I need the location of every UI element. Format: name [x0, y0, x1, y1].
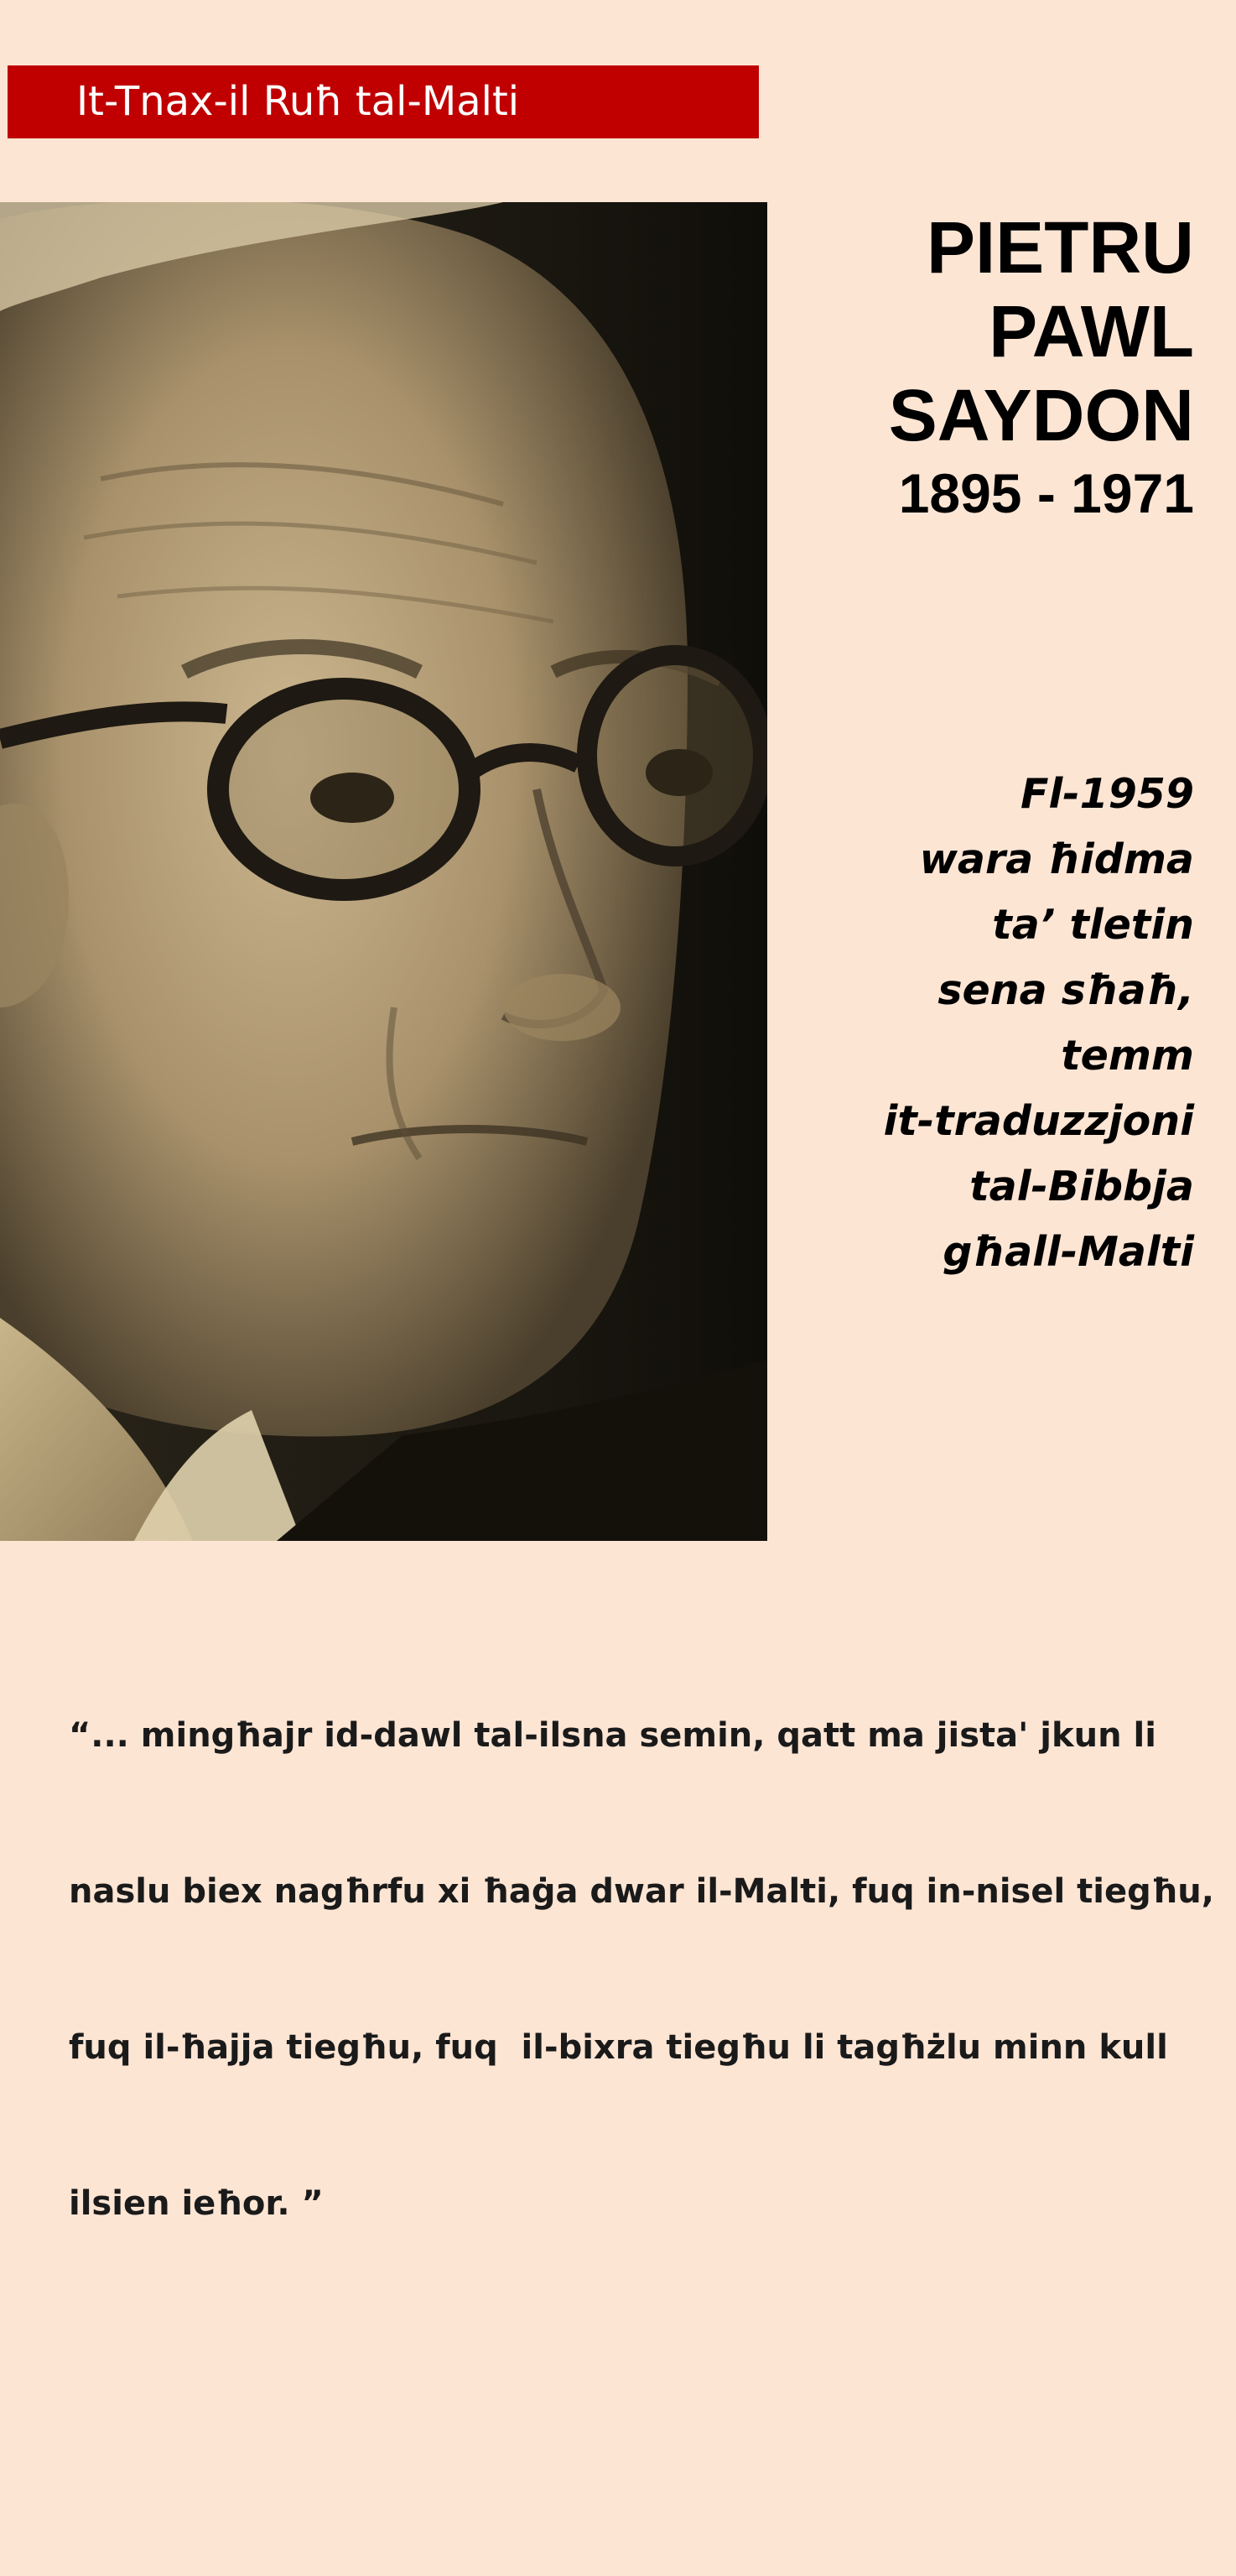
caption-line: wara ħidma [919, 835, 1194, 883]
portrait-image [0, 202, 767, 1541]
person-heading [889, 206, 1194, 527]
quote-line: “... mingħajr id-dawl tal-ilsna semin, qatt ma jista' jkun li [69, 1716, 1156, 1755]
biography-caption [884, 762, 1194, 1285]
caption-line: it-traduzzjoni [883, 1097, 1194, 1145]
caption-line: sena sħaħ, [937, 966, 1194, 1014]
banner-title: It-Tnax-il Ruħ tal-Malti [76, 78, 520, 125]
header-banner [8, 65, 759, 138]
portrait-photo [0, 202, 767, 1541]
quote-line: fuq il-ħajja tiegħu, fuq il-bixra tiegħu li tagħżlu minn kull [69, 2028, 1168, 2067]
name-line-middle: PAWL [989, 291, 1194, 372]
quote-line: ilsien ieħor. ” [69, 2184, 324, 2223]
caption-line: temm [1061, 1032, 1194, 1080]
caption-line: tal-Bibbja [969, 1163, 1194, 1210]
name-line-first: PIETRU [926, 207, 1194, 289]
quote-block [69, 1605, 1214, 2282]
caption-line: Fl-1959 [1020, 770, 1194, 818]
name-line-last: SAYDON [888, 375, 1194, 456]
caption-line: ta’ tletin [992, 901, 1194, 949]
caption-line: għall-Malti [943, 1228, 1194, 1276]
lifespan-years: 1895 - 1971 [898, 462, 1194, 524]
quote-line: naslu biex nagħrfu xi ħaġa dwar il-Malti, fuq in-nisel tiegħu, [69, 1872, 1214, 1911]
